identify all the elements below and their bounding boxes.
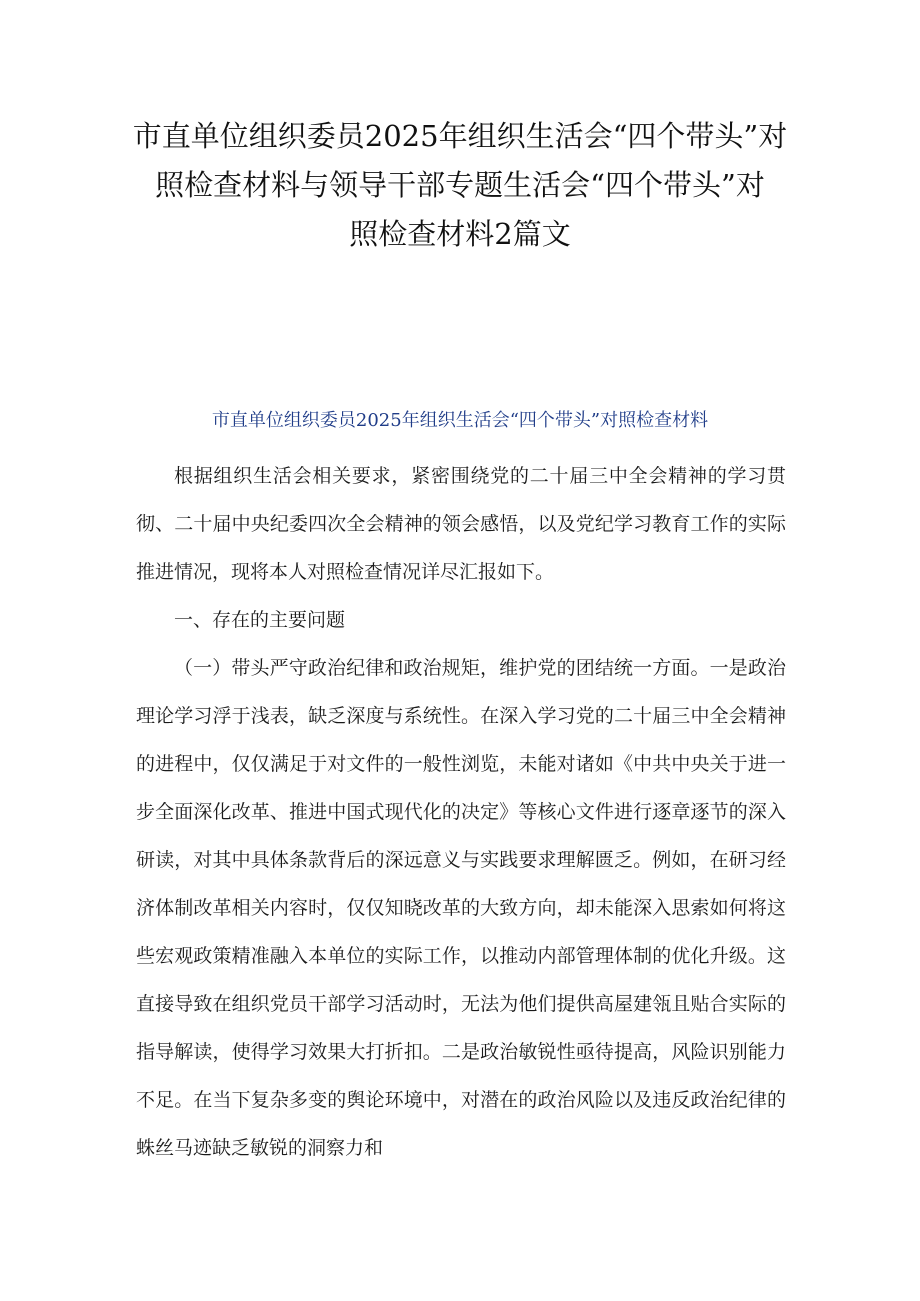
problems-heading: 一、存在的主要问题 bbox=[174, 609, 346, 631]
problem-paragraph: （一）带头严守政治纪律和政治规矩，维护党的团结统一方面。一是政治理论学习浮于浅表，缺乏深度与系统性。在深入学习党的二十届三中全会精神的进程中，仅仅满足于对文件的一般性浏览，未能对诸如《中共中央关于进一步全面深化改革、推进中国式现代化的决定》等核心文件进行逐章逐节的深入研读，对其中具体条款背后的深远意义与实践要求理解匮乏。例如，在研习经济体制改革相关内容时，仅仅知晓改革的大致方向，却未能深入思索如何将这些宏观政策精准融入本单位的实际工作，以推动内部管理体制的优化升级。这直接导致在组织党员干部学习活动时，无法为他们提供高屋建瓴且贴合实际的指导解读，使得学习效果大打折扣。二是政治敏锐性亟待提高，风险识别能力不足。在当下复杂多变的舆论环境中，对潜在的政治风险以及违反政治纪律的蛛丝马迹缺乏敏锐的洞察力和 bbox=[136, 657, 786, 1159]
title-line-3: 照检查材料2篇文 bbox=[349, 217, 571, 251]
title-line-2: 照检查材料与领导干部专题生活会“四个带头”对 bbox=[155, 168, 765, 202]
document-title bbox=[120, 112, 800, 259]
title-line-1: 市直单位组织委员2025年组织生活会“四个带头”对 bbox=[132, 119, 788, 153]
intro-paragraph: 根据组织生活会相关要求，紧密围绕党的二十届三中全会精神的学习贯彻、二十届中央纪委四次全会精神的领会感悟，以及党纪学习教育工作的实际推进情况，现将本人对照检查情况详尽汇报如下。 bbox=[136, 465, 786, 583]
section-title: 市直单位组织委员2025年组织生活会“四个带头”对照检查材料 bbox=[211, 410, 709, 431]
